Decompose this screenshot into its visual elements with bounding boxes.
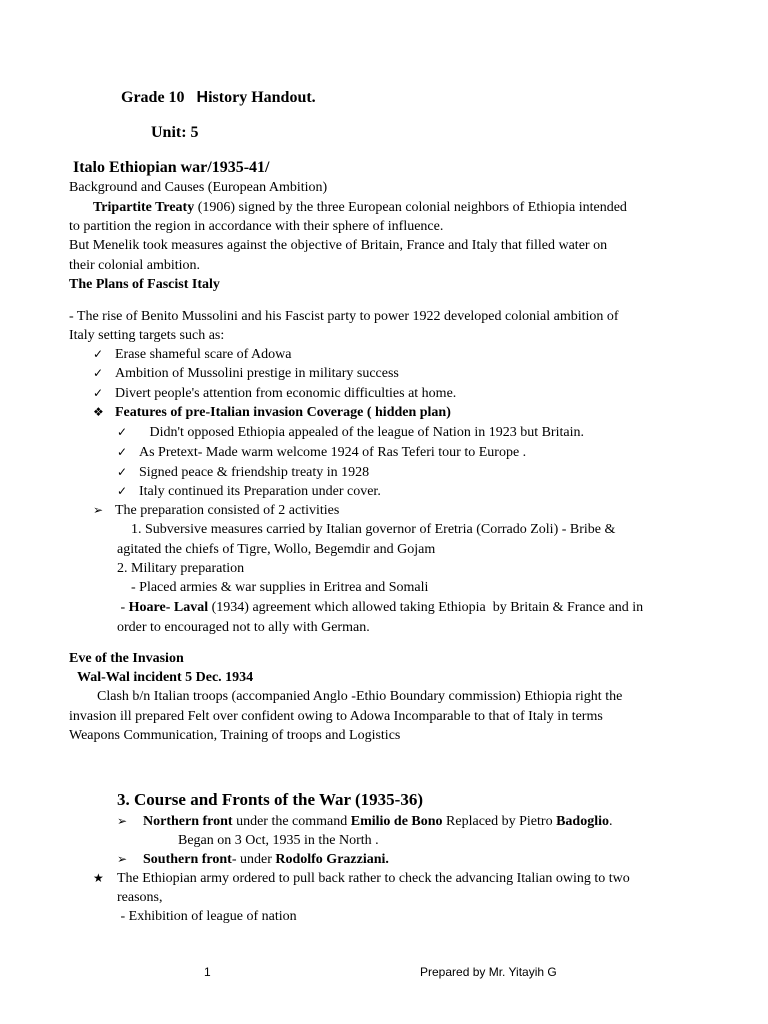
paragraph-line: Italy setting targets such as:	[69, 328, 225, 343]
walwal-heading: Wal-Wal incident 5 Dec. 1934	[77, 670, 254, 685]
section-subtitle: Background and Causes (European Ambition)	[69, 180, 328, 195]
title-rest: istory Handout.	[208, 89, 316, 106]
paragraph-line: invasion ill prepared Felt over confident owing to Adowa Incomparable to that of Italy in terms	[69, 709, 603, 724]
unit-label: Unit: 5	[151, 124, 199, 141]
paragraph-line: order to encouraged not to ally with German.	[117, 620, 370, 635]
section-title: 3. Course and Fronts of the War (1935-36)	[117, 790, 423, 809]
diamond-bullet-icon: ❖	[93, 405, 104, 419]
paragraph-line: agitated the chiefs of Tigre, Wollo, Begemdir and Gojam	[117, 542, 436, 557]
paragraph-line: 2. Military preparation	[117, 561, 245, 576]
check-icon: ✓	[93, 386, 104, 400]
paragraph-line: - Exhibition of league of nation	[117, 909, 297, 924]
list-item: ★ The Ethiopian army ordered to pull back rather to check the advancing Italian owing to two	[93, 871, 630, 886]
title-initial: H	[196, 89, 209, 106]
features-heading: ❖ Features of pre-Italian invasion Coverage ( hidden plan)	[93, 405, 451, 420]
paragraph-line: to partition the region in accordance with their sphere of influence.	[69, 219, 444, 234]
check-icon: ✓	[117, 425, 128, 439]
list-item: ✓ Didn't opposed Ethiopia appealed of the league of Nation in 1923 but Britain.	[117, 425, 584, 440]
paragraph-line: Tripartite Treaty (1906) signed by the three European colonial neighbors of Ethiopia intended	[93, 200, 627, 215]
paragraph-line: - Placed armies & war supplies in Eritrea and Somali	[131, 580, 429, 595]
list-item: ✓ Erase shameful scare of Adowa	[93, 347, 292, 362]
check-icon: ✓	[117, 445, 128, 459]
arrow-bullet-icon: ➢	[117, 852, 128, 866]
paragraph-line: 1. Subversive measures carried by Italian governor of Eretria (Corrado Zoli) - Bribe &	[131, 522, 616, 537]
list-item: ➢ Southern front- under Rodolfo Grazziani.	[117, 852, 389, 867]
paragraph-line: Weapons Communication, Training of troops and Logistics	[69, 728, 401, 743]
arrow-bullet-icon: ➢	[117, 814, 128, 828]
arrow-bullet-icon: ➢	[93, 503, 104, 517]
list-item: ✓ Signed peace & friendship treaty in 1928	[117, 465, 370, 480]
list-item: ✓ Ambition of Mussolini prestige in military success	[93, 366, 399, 381]
paragraph-line: - The rise of Benito Mussolini and his Fascist party to power 1922 developed colonial ambition of	[69, 309, 619, 324]
hoare-laval-term: Hoare- Laval	[128, 600, 209, 615]
list-item: ✓ Italy continued its Preparation under cover.	[117, 484, 381, 499]
check-icon: ✓	[117, 465, 128, 479]
eve-heading: Eve of the Invasion	[69, 651, 184, 666]
list-item: ✓ As Pretext- Made warm welcome 1924 of Ras Teferi tour to Europe .	[117, 445, 527, 460]
paragraph-line: - Hoare- Laval (1934) agreement which allowed taking Ethiopia by Britain & France and in	[117, 600, 644, 615]
paragraph-line: Clash b/n Italian troops (accompanied Anglo -Ethio Boundary commission) Ethiopia right the	[97, 689, 623, 704]
star-bullet-icon: ★	[93, 871, 104, 885]
document-title	[121, 88, 316, 107]
paragraph-line: their colonial ambition.	[69, 258, 201, 273]
section-title: Italo Ethiopian war/1935-41/	[73, 159, 270, 176]
plans-heading: The Plans of Fascist Italy	[69, 277, 220, 292]
check-icon: ✓	[93, 366, 104, 380]
prepared-by: Prepared by Mr. Yitayih G	[420, 965, 557, 979]
paragraph-line: But Menelik took measures against the objective of Britain, France and Italy that filled water on	[69, 238, 608, 253]
paragraph-line: Began on 3 Oct, 1935 in the North .	[178, 833, 379, 848]
paragraph-line: reasons,	[117, 890, 163, 905]
check-icon: ✓	[117, 484, 128, 498]
list-item: ➢ Northern front under the command Emilio de Bono Replaced by Pietro Badoglio.	[117, 814, 613, 829]
list-item: ✓ Divert people's attention from economic difficulties at home.	[93, 386, 457, 401]
list-item: ➢ The preparation consisted of 2 activities	[93, 503, 340, 518]
tripartite-treaty-term: Tripartite Treaty	[93, 200, 195, 215]
check-icon: ✓	[93, 347, 104, 361]
grade-label: Grade 10	[121, 89, 185, 106]
page-number: 1	[204, 965, 211, 979]
